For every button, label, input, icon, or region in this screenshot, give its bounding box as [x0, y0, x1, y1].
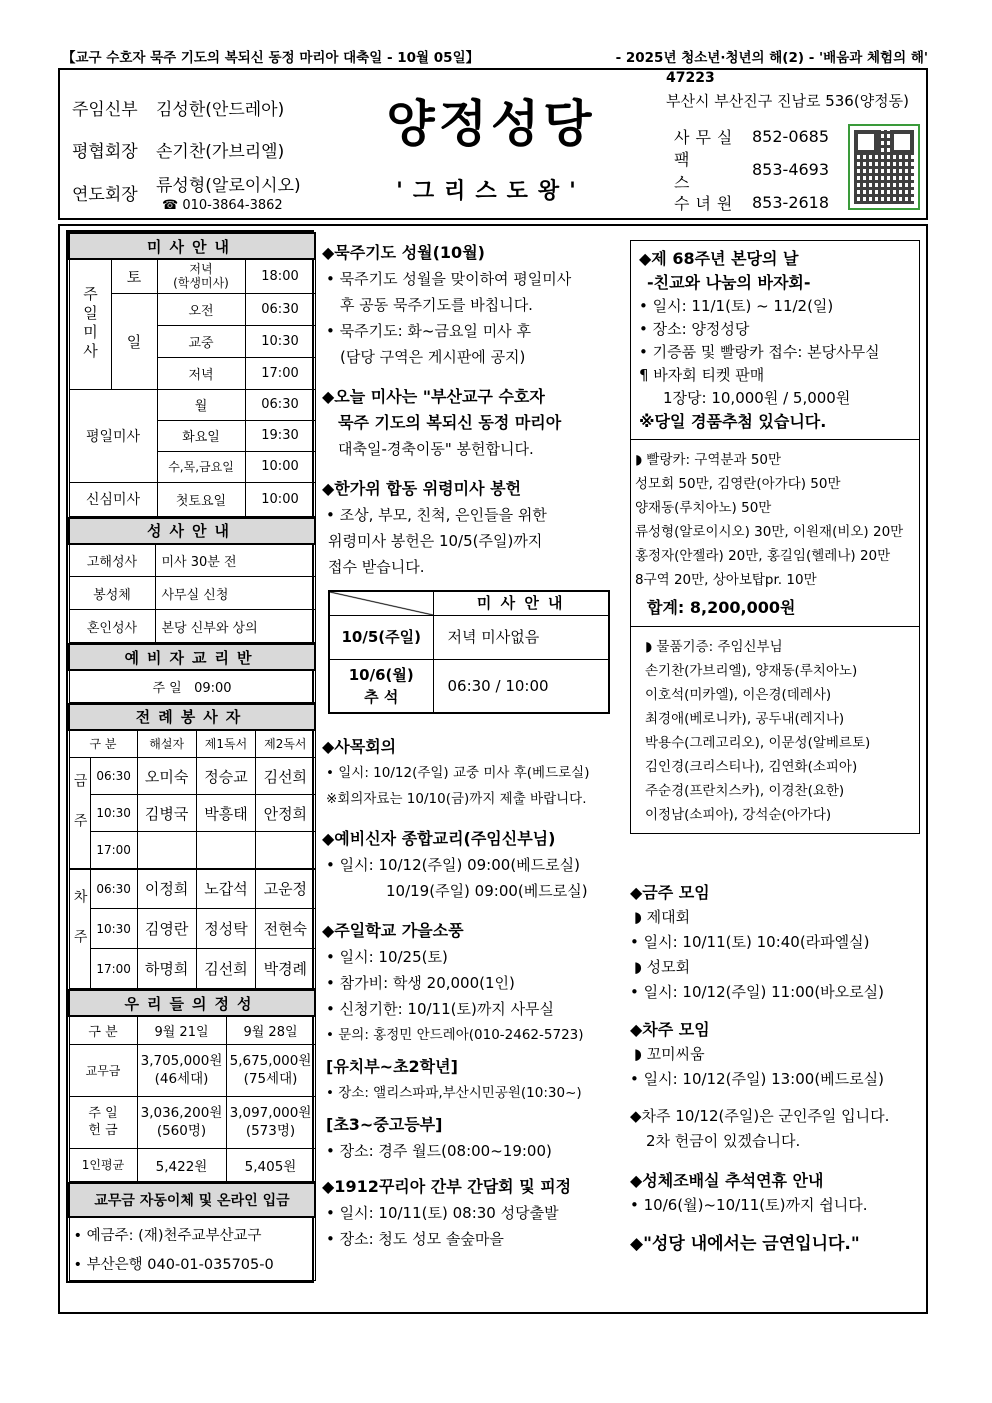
offering-table — [68, 989, 316, 1182]
year-label: 연도회장 — [72, 184, 138, 205]
weekday-day: 화요일 — [157, 420, 245, 451]
server-time: 17:00 — [90, 949, 137, 989]
devotion-mass-label: 신심미사 — [69, 482, 157, 516]
bank-heading: 교무금 자동이체 및 온라인 입금 — [69, 1183, 315, 1217]
server-name: 이정희 — [137, 869, 196, 909]
servers-heading: 전례봉사자 — [69, 704, 315, 730]
devotion-day: 첫토요일 — [157, 482, 245, 516]
weekday-time: 06:30 — [245, 389, 315, 420]
top-banner — [62, 46, 928, 66]
phones — [674, 120, 829, 219]
server-name: 박흥태 — [196, 795, 255, 832]
rosary-text: • 묵주기도 성월을 맞이하여 평일미사 — [326, 270, 572, 288]
picnic-heading: ◆주일학교 가을소풍 — [322, 921, 464, 940]
server-name: 김선희 — [256, 758, 315, 795]
elementary-heading: [초3~중고등부] — [326, 1115, 443, 1134]
elementary-text: • 장소: 경주 월드(08:00~19:00) — [326, 1142, 552, 1160]
military-sunday: 2차 헌금이 있겠습니다. — [646, 1132, 801, 1150]
server-name: 김병국 — [137, 795, 196, 832]
today-mass-heading: 묵주 기도의 복되신 동정 마리아 — [338, 413, 562, 432]
picnic-text: • 문의: 홍정민 안드레아(010-2462-5723) — [326, 1027, 584, 1043]
offering-col: 9월 28일 — [226, 1016, 315, 1044]
palanca-line: 8구역 20만, 상아보탑pr. 10만 — [635, 572, 817, 588]
picnic-text: • 신청기한: 10/11(토)까지 사무실 — [326, 1000, 555, 1018]
mass-table-heading: 미 사 안 내 — [433, 591, 609, 615]
server-name: 노갑석 — [196, 869, 255, 909]
zip-code: 47223 — [666, 70, 715, 86]
servers-col: 제1독서 — [196, 730, 255, 758]
server-name: 박경례 — [256, 949, 315, 989]
palanca-box — [630, 439, 920, 626]
server-name: 전현숙 — [256, 909, 315, 949]
server-name: 김선희 — [196, 949, 255, 989]
sacrament-info: 미사 30분 전 — [155, 544, 315, 577]
this-week-label: 금주 — [69, 758, 90, 869]
mass-table — [68, 232, 316, 517]
pastoral-text: ※회의자료는 10/10(금)까지 제출 바랍니다. — [326, 791, 587, 807]
sun-slot: 오전 — [157, 293, 245, 325]
goods-line: 이호석(미카엘), 이은경(데레사) — [645, 687, 832, 703]
sun-time: 06:30 — [245, 293, 315, 325]
sacrament-type: 혼인성사 — [69, 610, 155, 643]
goods-line: 손기찬(가브리엘), 양재동(루치아노) — [645, 663, 858, 679]
palanca-line: ◗ 빨랑카: 구역분과 50만 — [635, 452, 782, 468]
adoration-heading: ◆성체조배실 추석연휴 안내 — [630, 1171, 824, 1190]
weekday-mass-label: 평일미사 — [69, 389, 157, 482]
server-time: 17:00 — [90, 832, 137, 869]
bazaar-subheading: -친교와 나눔의 바자회- — [647, 273, 811, 292]
mass-heading: 미사안내 — [69, 233, 315, 259]
sun-label: 일 — [111, 293, 157, 389]
this-week-heading: ◆금주 모임 — [630, 883, 710, 902]
sat-time: 18:00 — [245, 259, 315, 293]
servers-col: 구 분 — [69, 730, 137, 758]
palanca-line: 성모회 50만, 김영란(아가다) 50만 — [635, 476, 841, 492]
no-smoking: ◆"성당 내에서는 금연입니다." — [630, 1234, 860, 1254]
offering-type: 주 일 헌 금 — [69, 1096, 137, 1148]
meeting-group: ◗ 꼬미씨움 — [634, 1045, 705, 1063]
goods-line: 박용수(그레고리오), 이문성(알베르토) — [645, 735, 871, 751]
mass-date: 10/6(월) 추 석 — [329, 659, 433, 713]
catechumen-time: 주 일 09:00 — [69, 670, 315, 702]
fax-label: 팩스 — [674, 149, 720, 192]
bank-holder: • 예금주: (재)천주교부산교구 — [69, 1217, 315, 1245]
bazaar-text: • 장소: 양정성당 — [639, 320, 750, 338]
left-column — [66, 230, 314, 1283]
weekday-day: 수,목,금요일 — [157, 451, 245, 482]
weekday-time: 10:00 — [245, 451, 315, 482]
diag-cell — [329, 591, 433, 615]
picnic-text: • 참가비: 학생 20,000(1인) — [326, 974, 515, 992]
parish-subtitle: '그리스도왕' — [396, 179, 586, 204]
weekday-day: 월 — [157, 389, 245, 420]
server-time: 06:30 — [90, 869, 137, 909]
address: 부산시 부산진구 진남로 536(양정동) — [666, 92, 910, 110]
weekday-time: 19:30 — [245, 420, 315, 451]
next-week-label: 차주 — [69, 869, 90, 989]
goods-box — [630, 626, 920, 834]
palanca-line: 양재동(루치아노) 50만 — [635, 500, 772, 516]
meeting-time: • 일시: 10/12(주일) 13:00(베드로실) — [630, 1070, 884, 1088]
parish-title: 양정성당 — [386, 94, 596, 153]
sun-slot: 교중 — [157, 325, 245, 357]
server-time: 10:30 — [90, 909, 137, 949]
pastoral-text: • 일시: 10/12(주일) 교중 미사 후(베드로실) — [326, 765, 590, 781]
sacrament-type: 고해성사 — [69, 544, 155, 577]
next-week-heading: ◆차주 모임 — [630, 1020, 710, 1039]
bazaar-heading: ◆제 68주년 본당의 날 — [639, 249, 799, 268]
catechumen-heading: 예비자교리반 — [69, 644, 315, 670]
today-mass-heading: ◆오늘 미사는 "부산교구 수호자 — [322, 387, 545, 406]
pastor-label: 주임신부 — [72, 99, 138, 120]
offering-amount: 3,097,000원 (573명) — [226, 1096, 315, 1148]
sun-time: 17:00 — [245, 357, 315, 389]
sacrament-info: 사무실 신청 — [155, 577, 315, 610]
goods-line: 이정남(소피아), 강석순(아가다) — [645, 807, 832, 823]
pastoral-heading: ◆사목회의 — [322, 737, 397, 756]
offering-col: 9월 21일 — [137, 1016, 226, 1044]
leaders — [72, 86, 301, 214]
right-column — [630, 240, 920, 834]
offering-col: 구 분 — [69, 1016, 137, 1044]
year-name: 류성형(알로이시오) — [156, 176, 301, 196]
goods-line: 주순경(프란치스카), 이경찬(요한) — [645, 783, 845, 799]
bazaar-text: ※당일 경품추첨 있습니다. — [639, 412, 827, 431]
military-sunday: ◆차주 10/12(주일)은 군인주일 입니다. — [630, 1107, 890, 1125]
chuseok-mass-table — [328, 590, 610, 714]
nun-number: 853-2618 — [752, 193, 830, 212]
devotion-time: 10:00 — [245, 482, 315, 516]
server-name: 고운정 — [256, 869, 315, 909]
rosary-text: 후 공동 묵주기도를 바칩니다. — [340, 296, 533, 314]
server-name: 오미숙 — [137, 758, 196, 795]
bazaar-text: • 일시: 11/1(토) ~ 11/2(일) — [639, 297, 834, 315]
sacrament-table — [68, 517, 316, 644]
sat-label: 토 — [111, 259, 157, 293]
catechumen-table — [68, 643, 316, 703]
adoration-text: • 10/6(월)~10/11(토)까지 쉽니다. — [630, 1196, 868, 1214]
server-time: 06:30 — [90, 758, 137, 795]
office-number: 852-0685 — [752, 127, 830, 146]
feast-notice: 【교구 수호자 묵주 기도의 복되신 동정 마리아 대축일 - 10월 05일】 — [62, 50, 480, 66]
meetings — [630, 880, 920, 1257]
offering-amount: 5,405원 — [226, 1148, 315, 1181]
chuseok-text: 위령미사 봉헌은 10/5(주일)까지 — [328, 532, 543, 550]
server-name — [196, 832, 255, 869]
server-name — [137, 832, 196, 869]
servers-table — [68, 703, 316, 990]
rosary-heading: ◆묵주기도 성월(10월) — [322, 243, 485, 262]
office-label: 사무실 — [674, 128, 739, 147]
offering-amount: 5,675,000원 (75세대) — [226, 1044, 315, 1096]
chuseok-text: 접수 받습니다. — [328, 558, 425, 576]
goods-line: 최경애(베로니카), 공두내(레지나) — [645, 711, 845, 727]
server-name: 김영란 — [137, 909, 196, 949]
year-theme: - 2025년 청소년·청년의 해(2) - '배움과 체험의 해' — [615, 50, 928, 66]
curia-heading: ◆1912꾸리아 간부 간담회 및 피정 — [322, 1177, 572, 1196]
meeting-time: • 일시: 10/11(토) 10:40(라파엘실) — [630, 933, 870, 951]
server-name — [256, 832, 315, 869]
server-name: 정성탁 — [196, 909, 255, 949]
meeting-group: ◗ 성모회 — [634, 958, 691, 976]
bazaar-text: 1장당: 10,000원 / 5,000원 — [663, 389, 851, 407]
chuseok-text: • 조상, 부모, 친척, 은인들을 위한 — [326, 506, 547, 524]
rosary-text: • 묵주기도: 화~금요일 미사 후 — [326, 322, 531, 340]
kinder-text: • 장소: 앨리스파파,부산시민공원(10:30~) — [326, 1085, 582, 1101]
offering-type: 1인평균 — [69, 1148, 137, 1181]
curia-text: • 일시: 10/11(토) 08:30 성당출발 — [326, 1204, 559, 1222]
bazaar-text: ¶ 바자회 티켓 판매 — [639, 366, 765, 384]
bazaar-text: • 기증품 및 빨랑카 접수: 본당사무실 — [639, 343, 880, 361]
palanca-line: 류성형(알로이시오) 30만, 이원재(비오) 20만 — [635, 524, 904, 540]
mass-date: 10/5(주일) — [329, 615, 433, 659]
sunday-mass-label: 주일미사 — [69, 259, 111, 389]
middle-column — [322, 240, 622, 1252]
goods-line: 김인경(크리스티나), 김연화(소피아) — [645, 759, 858, 775]
sun-slot: 저녁 — [157, 357, 245, 389]
offering-heading: 우리들의정성 — [69, 990, 315, 1016]
offering-amount: 5,422원 — [137, 1148, 226, 1181]
goods-line: ◗ 물품기증: 주임신부님 — [645, 639, 783, 655]
today-mass-text: 대축일-경축이동" 봉헌합니다. — [338, 440, 534, 458]
sacrament-type: 봉성체 — [69, 577, 155, 610]
offering-amount: 3,036,200원 (560명) — [137, 1096, 226, 1148]
council-label: 평협회장 — [72, 141, 138, 162]
bank-table — [68, 1182, 316, 1281]
nun-label: 수녀원 — [674, 194, 739, 213]
sat-evening: 저녁 (학생미사) — [157, 259, 245, 293]
palanca-total: 합계: 8,200,000원 — [647, 598, 796, 617]
meeting-time: • 일시: 10/12(주일) 11:00(바오로실) — [630, 983, 884, 1001]
server-name: 하명희 — [137, 949, 196, 989]
mass-time: 저녁 미사없음 — [433, 615, 609, 659]
chuseok-heading: ◆한가위 합동 위령미사 봉헌 — [322, 479, 522, 498]
server-name: 정승교 — [196, 758, 255, 795]
curia-text: • 장소: 청도 성모 솔숲마을 — [326, 1230, 504, 1248]
sacrament-info: 본당 신부와 상의 — [155, 610, 315, 643]
picnic-text: • 일시: 10/25(토) — [326, 948, 448, 966]
bank-account: • 부산은행 040-01-035705-0 — [69, 1245, 315, 1281]
kinder-heading: [유치부~초2학년] — [326, 1057, 458, 1076]
year-phone: ☎ 010-3864-3862 — [162, 198, 283, 213]
sun-time: 10:30 — [245, 325, 315, 357]
sacrament-heading: 성사안내 — [69, 518, 315, 544]
pastor-name: 김성한(안드레아) — [156, 99, 285, 120]
fax-number: 853-4693 — [752, 160, 830, 179]
meeting-group: ◗ 제대회 — [634, 908, 691, 926]
rosary-text: (담당 구역은 게시판에 공지) — [340, 348, 526, 366]
server-time: 10:30 — [90, 795, 137, 832]
catechism-text: 10/19(주일) 09:00(베드로실) — [386, 882, 588, 900]
council-name: 손기찬(가브리엘) — [156, 141, 285, 162]
offering-type: 교무금 — [69, 1044, 137, 1096]
catechism-text: • 일시: 10/12(주일) 09:00(베드로실) — [326, 856, 580, 874]
servers-col: 해설자 — [137, 730, 196, 758]
catechism-heading: ◆예비신자 종합교리(주임신부님) — [322, 829, 556, 848]
bazaar-box — [630, 240, 920, 439]
mass-time: 06:30 / 10:00 — [433, 659, 609, 713]
servers-col: 제2독서 — [256, 730, 315, 758]
palanca-line: 홍정자(안젤라) 20만, 홍길임(헬레나) 20만 — [635, 548, 891, 564]
offering-amount: 3,705,000원 (46세대) — [137, 1044, 226, 1096]
qr-code-icon[interactable] — [848, 124, 920, 210]
header-box — [58, 68, 928, 220]
server-name: 안정희 — [256, 795, 315, 832]
